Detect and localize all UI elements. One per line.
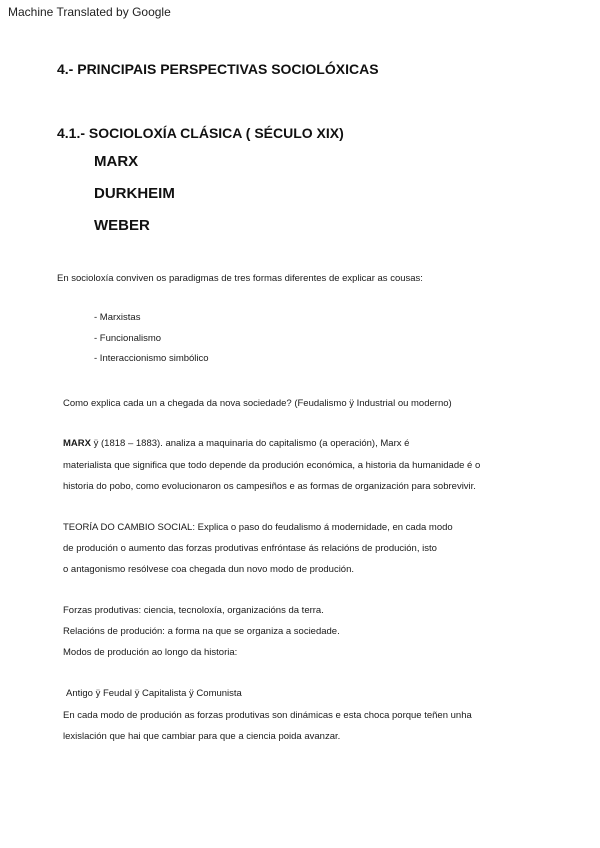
theory-paragraph-line: o antagonismo resólvese coa chegada dun novo modo de produción. (63, 564, 355, 575)
modes-sequence: Antigo ÿ Feudal ÿ Capitalista ÿ Comunista (66, 688, 242, 699)
machine-translation-banner: Machine Translated by Google (8, 5, 171, 19)
theory-paragraph-line: TEORÍA DO CAMBIO SOCIAL: Explica o paso do feudalismo á modernidade, en cada modo (63, 522, 453, 533)
paradigm-item: - Funcionalismo (94, 333, 162, 344)
author-durkheim: DURKHEIM (94, 185, 175, 202)
definition-line: Forzas produtivas: ciencia, tecnoloxía, organizacións da terra. (63, 605, 324, 616)
theory-paragraph-line: de produción o aumento das forzas produtivas enfróntase ás relacións de produción, isto (63, 543, 437, 554)
paradigm-item: - Marxistas (94, 312, 141, 323)
closing-paragraph-line: lexislación que hai que cambiar para que a ciencia poida avanzar. (63, 731, 341, 742)
intro-text: En socioloxía conviven os paradigmas de tres formas diferentes de explicar as cousas: (57, 273, 423, 284)
marx-paragraph-line: historia do pobo, como evolucionaron os campesiños e as formas de organización para sobrevivir. (63, 481, 476, 492)
definition-line: Modos de produción ao longo da historia: (63, 647, 238, 658)
marx-paragraph-line (63, 438, 409, 449)
closing-paragraph-line: En cada modo de produción as forzas produtivas son dinámicas e esta choca porque teñen unha (63, 710, 472, 721)
subsection-heading: 4.1.- SOCIOLOXÍA CLÁSICA ( SÉCULO XIX) (57, 125, 344, 141)
marx-paragraph-line: materialista que significa que todo depende da produción económica, a historia da humanidade é o (63, 460, 481, 471)
author-marx: MARX (94, 153, 139, 170)
paradigm-item: - Interaccionismo simbólico (94, 353, 209, 364)
author-weber: WEBER (94, 217, 150, 234)
definition-line: Relacións de produción: a forma na que se organiza a sociedade. (63, 626, 340, 637)
marx-line1-text: ÿ (1818 – 1883). analiza a maquinaria do capitalismo (a operación), Marx é (90, 438, 410, 449)
question-text: Como explica cada un a chegada da nova sociedade? (Feudalismo ÿ Industrial ou moderno) (63, 398, 452, 409)
section-heading: 4.- PRINCIPAIS PERSPECTIVAS SOCIOLÓXICAS (57, 61, 379, 77)
marx-name: MARX (63, 438, 91, 449)
